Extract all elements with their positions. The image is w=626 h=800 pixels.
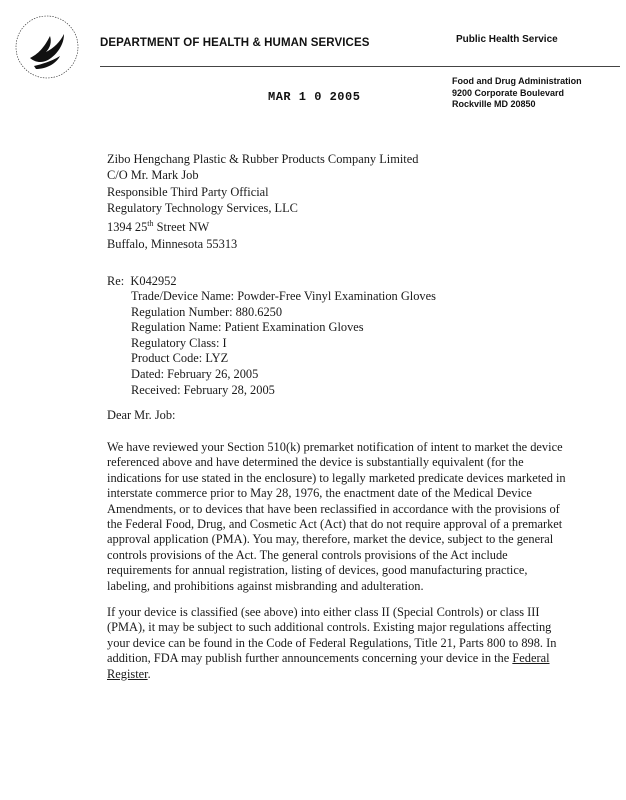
re-field: Regulatory Class: I xyxy=(131,335,227,350)
hhs-seal-logo xyxy=(14,14,80,80)
street-suffix: th xyxy=(147,219,154,229)
public-health-service-label: Public Health Service xyxy=(456,34,558,45)
paragraph-line: interstate commerce prior to May 28, 1976, the enactment date of the Medical Device xyxy=(107,486,532,501)
paragraph-line: We have reviewed your Section 510(k) premarket notification of intent to market the device xyxy=(107,440,563,454)
re-field: Regulation Name: Patient Examination Gloves xyxy=(131,320,364,335)
paragraph-line: requirements for annual registration, listing of devices, good manufacturing practice, xyxy=(107,563,528,578)
header-divider xyxy=(100,66,620,67)
recipient-org: Regulatory Technology Services, LLC xyxy=(107,200,298,215)
recipient-street xyxy=(107,216,418,235)
paragraph-text: addition, FDA may publish further announcements concerning your device in the xyxy=(107,651,513,666)
paragraph-line: Amendments, or to devices that have been reclassified in accordance with the provisions of xyxy=(107,501,560,516)
agency-line: Rockville MD 20850 xyxy=(452,99,536,109)
re-field: Dated: February 26, 2005 xyxy=(131,366,259,381)
reference-line xyxy=(107,274,177,290)
re-field: Received: February 28, 2005 xyxy=(131,382,275,397)
re-field: Trade/Device Name: Powder-Free Vinyl Examination Gloves xyxy=(131,289,436,303)
department-name: DEPARTMENT OF HEALTH & HUMAN SERVICES xyxy=(100,37,370,49)
street-name: Street NW xyxy=(153,220,210,235)
paragraph-line xyxy=(107,651,562,666)
recipient-city: Buffalo, Minnesota 55313 xyxy=(107,236,238,251)
body-paragraph-2 xyxy=(107,605,562,682)
agency-line: Food and Drug Administration xyxy=(452,76,582,86)
recipient-company: Zibo Hengchang Plastic & Rubber Products Company Limited xyxy=(107,152,419,166)
federal-register-ref: Register xyxy=(107,666,148,681)
date-stamp: MAR 1 0 2005 xyxy=(268,90,361,104)
paragraph-line: If your device is classified (see above) into either class II (Special Controls) or class III xyxy=(107,605,540,619)
re-label: Re: xyxy=(107,274,125,288)
paragraph-line: labeling, and prohibitions against misbranding and adulteration. xyxy=(107,578,424,593)
paragraph-line: indications for use stated in the enclosure) to legally marketed predicate devices marketed in xyxy=(107,470,566,485)
paragraph-text: . xyxy=(147,666,151,681)
body-paragraph-1 xyxy=(107,440,566,594)
paragraph-line: approval application (PMA). You may, therefore, market the device, subject to the general xyxy=(107,532,554,547)
re-field: Regulation Number: 880.6250 xyxy=(131,304,283,319)
agency-address xyxy=(452,76,582,111)
paragraph-line: controls provisions of the Act. The general controls provisions of the Act include xyxy=(107,547,508,562)
paragraph-line: (PMA), it may be subject to such additional controls. Existing major regulations affecting xyxy=(107,620,552,635)
paragraph-line: your device can be found in the Code of Federal Regulations, Title 21, Parts 800 to 898. In xyxy=(107,635,557,650)
paragraph-line xyxy=(107,667,562,682)
paragraph-line: referenced above and have determined the device is substantially equivalent (for the xyxy=(107,455,524,470)
paragraph-line: the Federal Food, Drug, and Cosmetic Act (Act) that do not require approval of a premarket xyxy=(107,517,563,532)
re-field: Product Code: LYZ xyxy=(131,351,229,366)
street-number: 1394 25 xyxy=(107,220,148,235)
agency-line: 9200 Corporate Boulevard xyxy=(452,87,565,98)
reference-fields xyxy=(131,289,436,398)
federal-register-ref: Federal xyxy=(512,651,550,666)
re-number: K042952 xyxy=(130,274,177,288)
salutation: Dear Mr. Job: xyxy=(107,408,176,422)
recipient-title: Responsible Third Party Official xyxy=(107,184,269,199)
recipient-care-of: C/O Mr. Mark Job xyxy=(107,168,199,183)
recipient-address xyxy=(107,151,418,252)
